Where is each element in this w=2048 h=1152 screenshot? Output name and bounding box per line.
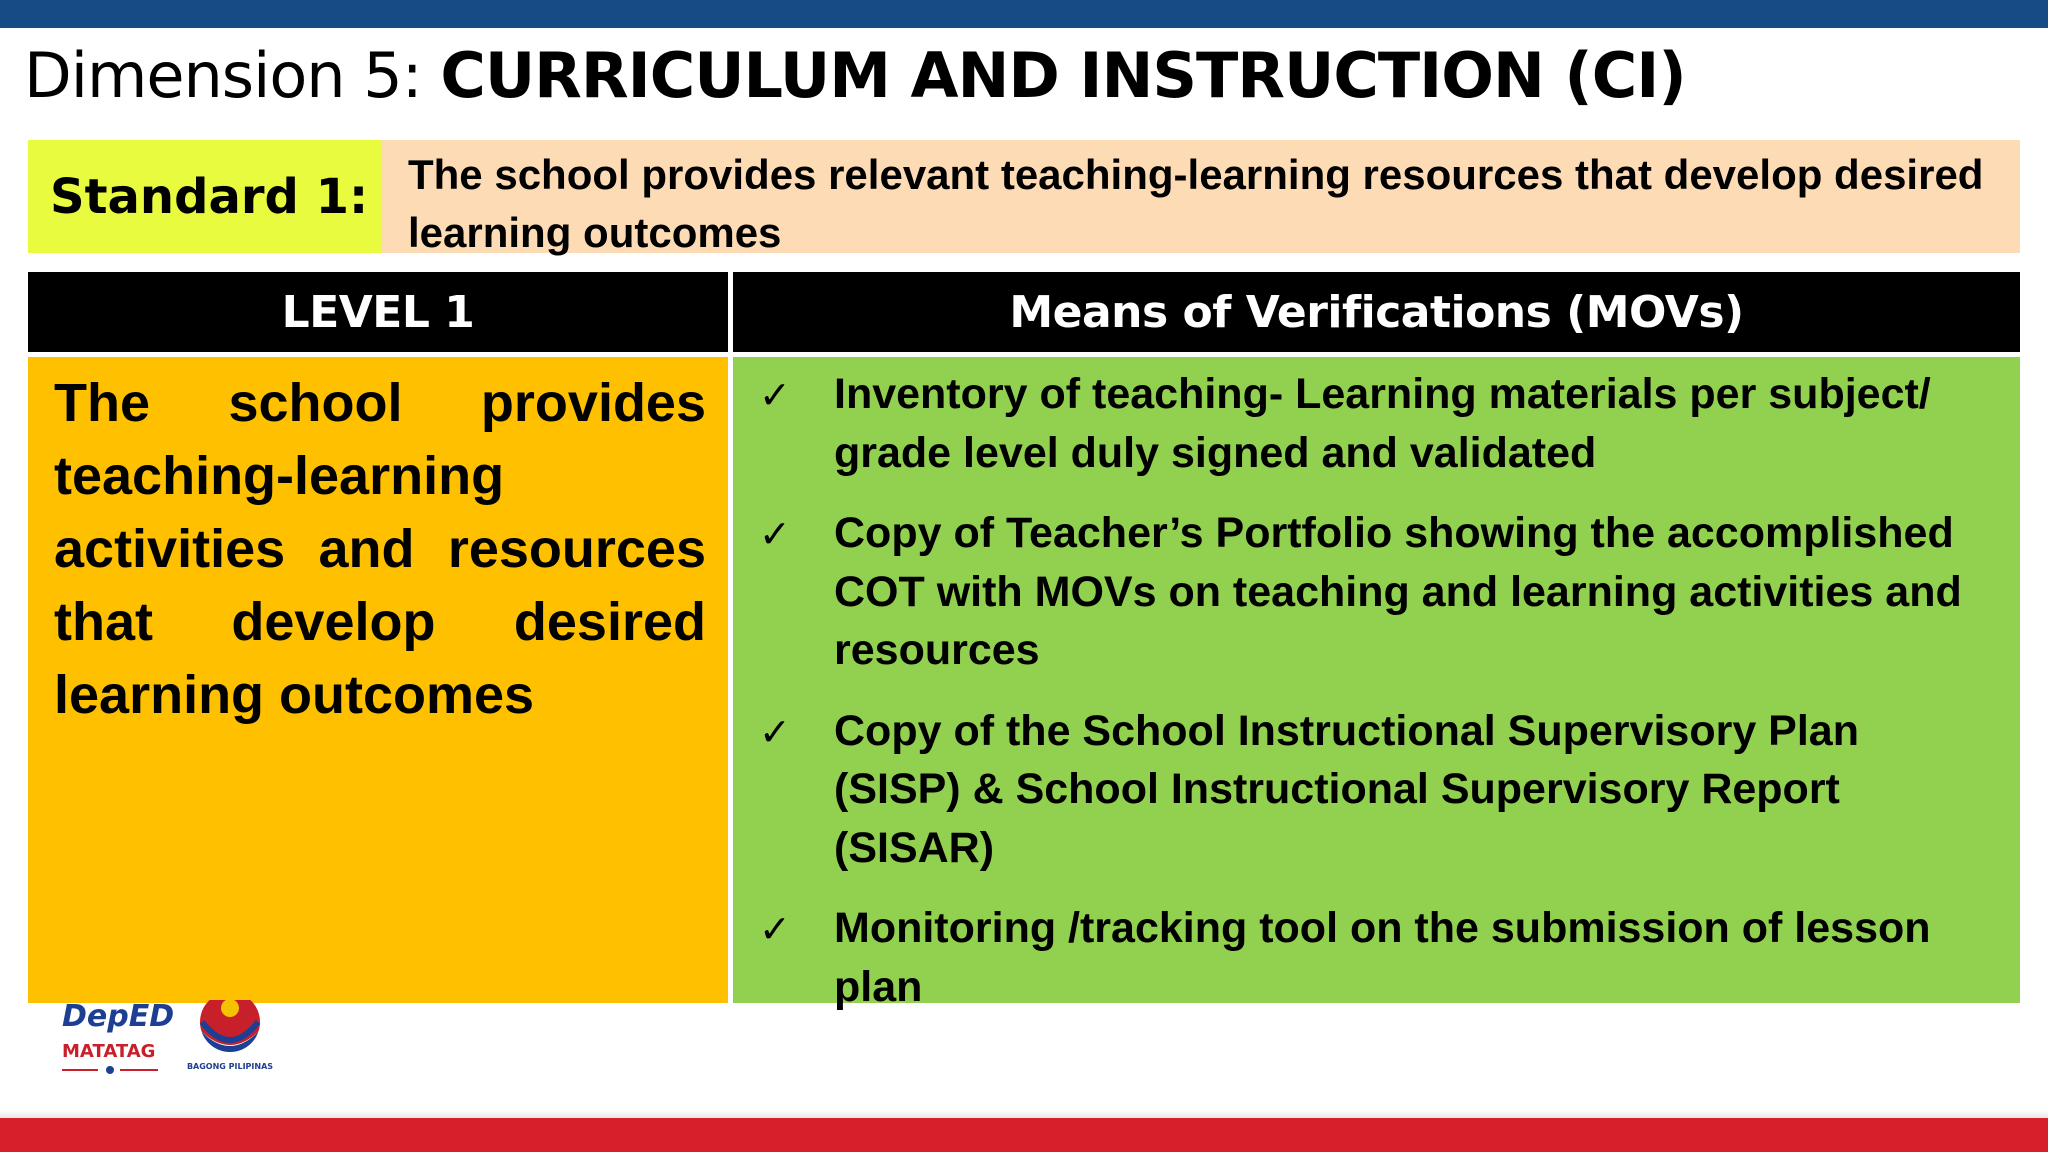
bottom-bar-shadow bbox=[0, 1110, 2048, 1118]
checkmark-icon: ✓ bbox=[759, 907, 791, 951]
title-prefix: Dimension 5: bbox=[24, 39, 441, 112]
bottom-accent-bar bbox=[0, 1118, 2048, 1152]
matatag-wordmark: MATATAG bbox=[62, 1041, 156, 1062]
level-header: LEVEL 1 bbox=[28, 272, 728, 352]
slide-title bbox=[24, 34, 1686, 118]
mov-text: Copy of the School Instructional Supervisory Plan (SISP) & School Instructional Supervisory Report (SISAR) bbox=[834, 706, 1859, 872]
level-description: The school provides teaching-learning activities and resources that develop desired learning outcomes bbox=[54, 373, 706, 725]
bagong-pilipinas-wordmark: BAGONG PILIPINAS bbox=[186, 1062, 274, 1071]
movs-header: Means of Verifications (MOVs) bbox=[733, 272, 2020, 352]
mov-text: Inventory of teaching- Learning materials per subject/ grade level duly signed and validated bbox=[834, 370, 1931, 477]
title-main: CURRICULUM AND INSTRUCTION (CI) bbox=[440, 39, 1686, 112]
mov-list-item bbox=[733, 702, 2020, 878]
movs-cell bbox=[733, 357, 2020, 1011]
mov-text: Monitoring /tracking tool on the submission of lesson plan bbox=[834, 904, 1931, 1011]
deped-matatag-logo bbox=[58, 999, 175, 1080]
checkmark-icon: ✓ bbox=[759, 709, 791, 754]
mov-text: Copy of Teacher’s Portfolio showing the accomplished COT with MOVs on teaching and learning activities and resources bbox=[834, 509, 1962, 674]
standard-label: Standard 1: bbox=[28, 140, 382, 253]
top-accent-bar bbox=[0, 0, 2048, 28]
mov-list-item bbox=[733, 899, 2020, 1016]
mov-list-item bbox=[733, 504, 2020, 680]
deped-wordmark: DepED bbox=[62, 999, 175, 1034]
level-cell bbox=[28, 357, 728, 1003]
standard-description: The school provides relevant teaching-learning resources that develop desired learning outcomes bbox=[382, 140, 2020, 253]
checkmark-icon: ✓ bbox=[759, 512, 791, 556]
matatag-underline-icon bbox=[58, 1000, 168, 1080]
level-movs-table bbox=[28, 272, 2020, 1011]
mov-list-item bbox=[733, 365, 2020, 482]
bagong-pilipinas-emblem-icon bbox=[180, 1000, 280, 1062]
checkmark-icon: ✓ bbox=[759, 373, 791, 417]
bagong-pilipinas-logo bbox=[180, 1000, 280, 1080]
